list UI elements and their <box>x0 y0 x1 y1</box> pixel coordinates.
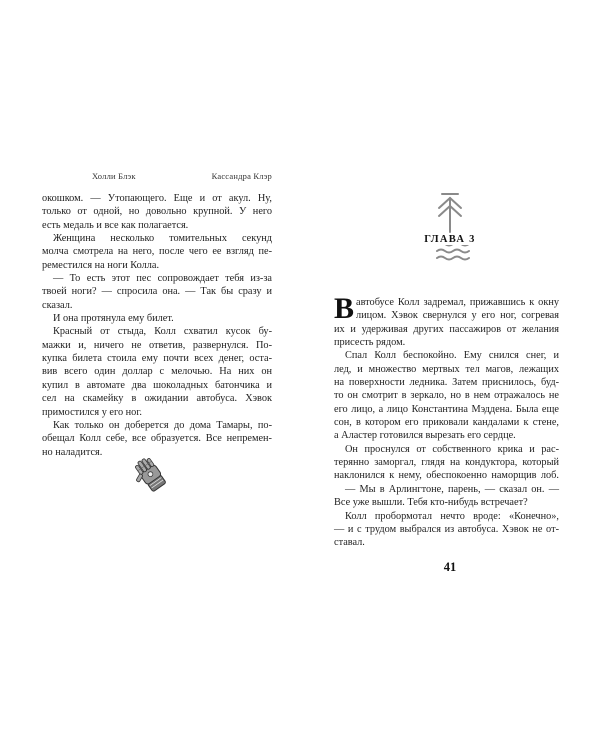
text-line: Спал Колл беспокойно. Ему снился снег, и <box>345 350 559 362</box>
text-line: Женщина несколько томительных секунд <box>53 233 272 245</box>
header-author-1: Холли Блэк <box>92 171 136 181</box>
page-number: 41 <box>443 560 457 574</box>
text-line: мажки и, ничего не ответив, развернулся. По- <box>42 339 272 351</box>
text-line: лицом. Хэвок свернулся у его ног, согревая <box>356 310 559 322</box>
text-line: обещал Колл себе, все образуется. Все непремен- <box>42 433 272 445</box>
text-line: то он смотрит в зеркало, но в нем отражалось не <box>334 390 559 402</box>
text-line: Все уже вышли. Тебя кто-нибудь встречает? <box>334 497 528 509</box>
text-line: сел на скамейку в ожидании автобуса. Хэвок <box>42 393 272 405</box>
text-line: Он проснулся от собственного крика и рас- <box>345 443 559 455</box>
text-line: Колл пробормотал нечто вроде: «Конечно», <box>345 510 559 522</box>
text-line: И она протянула ему билет. <box>53 313 174 325</box>
text-line: твоей ноги? — спросила она. — Так бы сразу и <box>42 286 272 298</box>
text-line: ставал. <box>334 537 365 549</box>
text-line: купка билета стоила ему почти всех денег, оста- <box>42 353 272 365</box>
text-line: молча смотрела на него, после чего ее взгляд пе- <box>42 246 272 258</box>
text-line: их и удерживая других пассажиров от желания <box>334 323 559 335</box>
text-line: Красный от стыда, Колл схватил кусок бу- <box>53 326 272 338</box>
right-body-text <box>334 292 559 550</box>
text-line: окошком. — Утопающего. Еще и от акул. Ну, <box>42 193 272 204</box>
text-line: купил в автомате два шоколадных батончика и <box>42 379 272 391</box>
text-line: — и с трудом выбрался из автобуса. Хэвок не от- <box>334 523 559 535</box>
air-element-symbol-icon <box>425 190 475 268</box>
text-line: примостился у его ног. <box>42 406 142 418</box>
text-line: его лицо, а лицо Константина Мэддена. Была еще <box>334 403 559 415</box>
gauntlet-glove-icon <box>130 454 172 496</box>
running-header <box>92 171 272 181</box>
chapter-title <box>300 234 600 245</box>
text-line: Как только он доберется до дома Тамары, по- <box>53 419 272 431</box>
text-line: наклонился к нему, обеспокоенно наморщив лоб. <box>334 470 559 482</box>
chapter-title-text: ГЛАВА 3 <box>419 234 480 245</box>
text-line: на поверхности ледника. Затем приснилось, буд- <box>334 377 559 389</box>
text-line: терянно заморгал, глядя на кондуктора, который <box>334 457 559 469</box>
text-line: — Мы в Арлингтоне, парень, — сказал он. — <box>345 483 559 495</box>
text-line: лед, и множество мертвых тел магов, лежащих <box>334 363 559 375</box>
text-line: реместился на ноги Колла. <box>42 259 160 271</box>
text-line: присесть рядом. <box>334 337 406 349</box>
text-line: сон, в котором его приковали кандалами к стене, <box>334 417 559 429</box>
text-line: но наладится. <box>42 446 103 458</box>
text-line: вив всего один доллар с мелочью. На них он <box>42 366 272 378</box>
text-line: автобусе Колл задремал, прижавшись к окну <box>356 297 559 308</box>
drop-cap: В <box>334 292 355 325</box>
right-page <box>300 0 600 750</box>
text-line: сказал. <box>42 299 73 311</box>
left-body-text <box>42 192 272 459</box>
header-author-2: Кассандра Клэр <box>211 171 272 181</box>
text-line: есть медаль и все как полагается. <box>42 219 189 231</box>
text-line: — То есть этот пес сопровождает тебя из-за <box>53 273 272 285</box>
text-line: только от одной, но довольно крупной. У него <box>42 206 272 218</box>
text-line: а Аластер готовился вырезать его сердце. <box>334 430 516 442</box>
